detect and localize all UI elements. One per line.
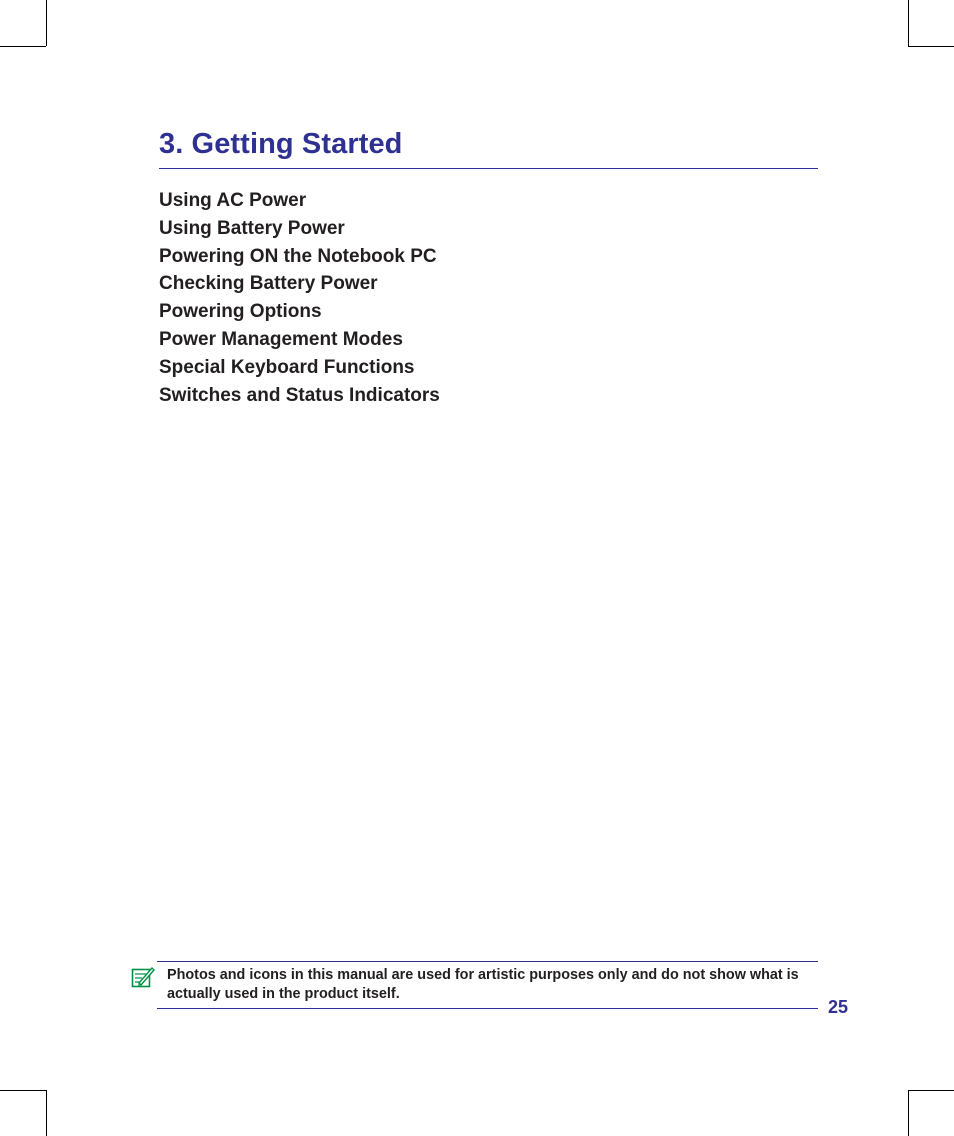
toc-item: Powering Options (159, 301, 322, 323)
toc-item: Using Battery Power (159, 217, 345, 239)
toc-item: Power Management Modes (159, 328, 403, 350)
crop-mark (908, 0, 909, 46)
toc-item: Powering ON the Notebook PC (159, 245, 437, 267)
crop-mark (908, 46, 954, 47)
chapter-title: 3. Getting Started (159, 128, 403, 160)
title-rule (159, 168, 818, 169)
crop-mark (46, 0, 47, 46)
note-pencil-icon (131, 965, 155, 989)
toc-item: Switches and Status Indicators (159, 384, 440, 406)
note-rule-bottom (157, 1008, 818, 1009)
note-text: Photos and icons in this manual are used for artistic purposes only and do not show what is actually used in the product itself. (167, 967, 799, 1002)
crop-mark (0, 46, 46, 47)
page-number: 25 (828, 997, 849, 1017)
toc-item: Using AC Power (159, 190, 307, 211)
toc-item: Special Keyboard Functions (159, 356, 415, 378)
crop-mark (908, 1090, 909, 1136)
crop-mark (908, 1090, 954, 1091)
toc-list (159, 187, 440, 409)
crop-mark (0, 1090, 46, 1091)
crop-mark (46, 1090, 47, 1136)
toc-item: Checking Battery Power (159, 273, 378, 295)
note-rule-top (157, 961, 818, 962)
